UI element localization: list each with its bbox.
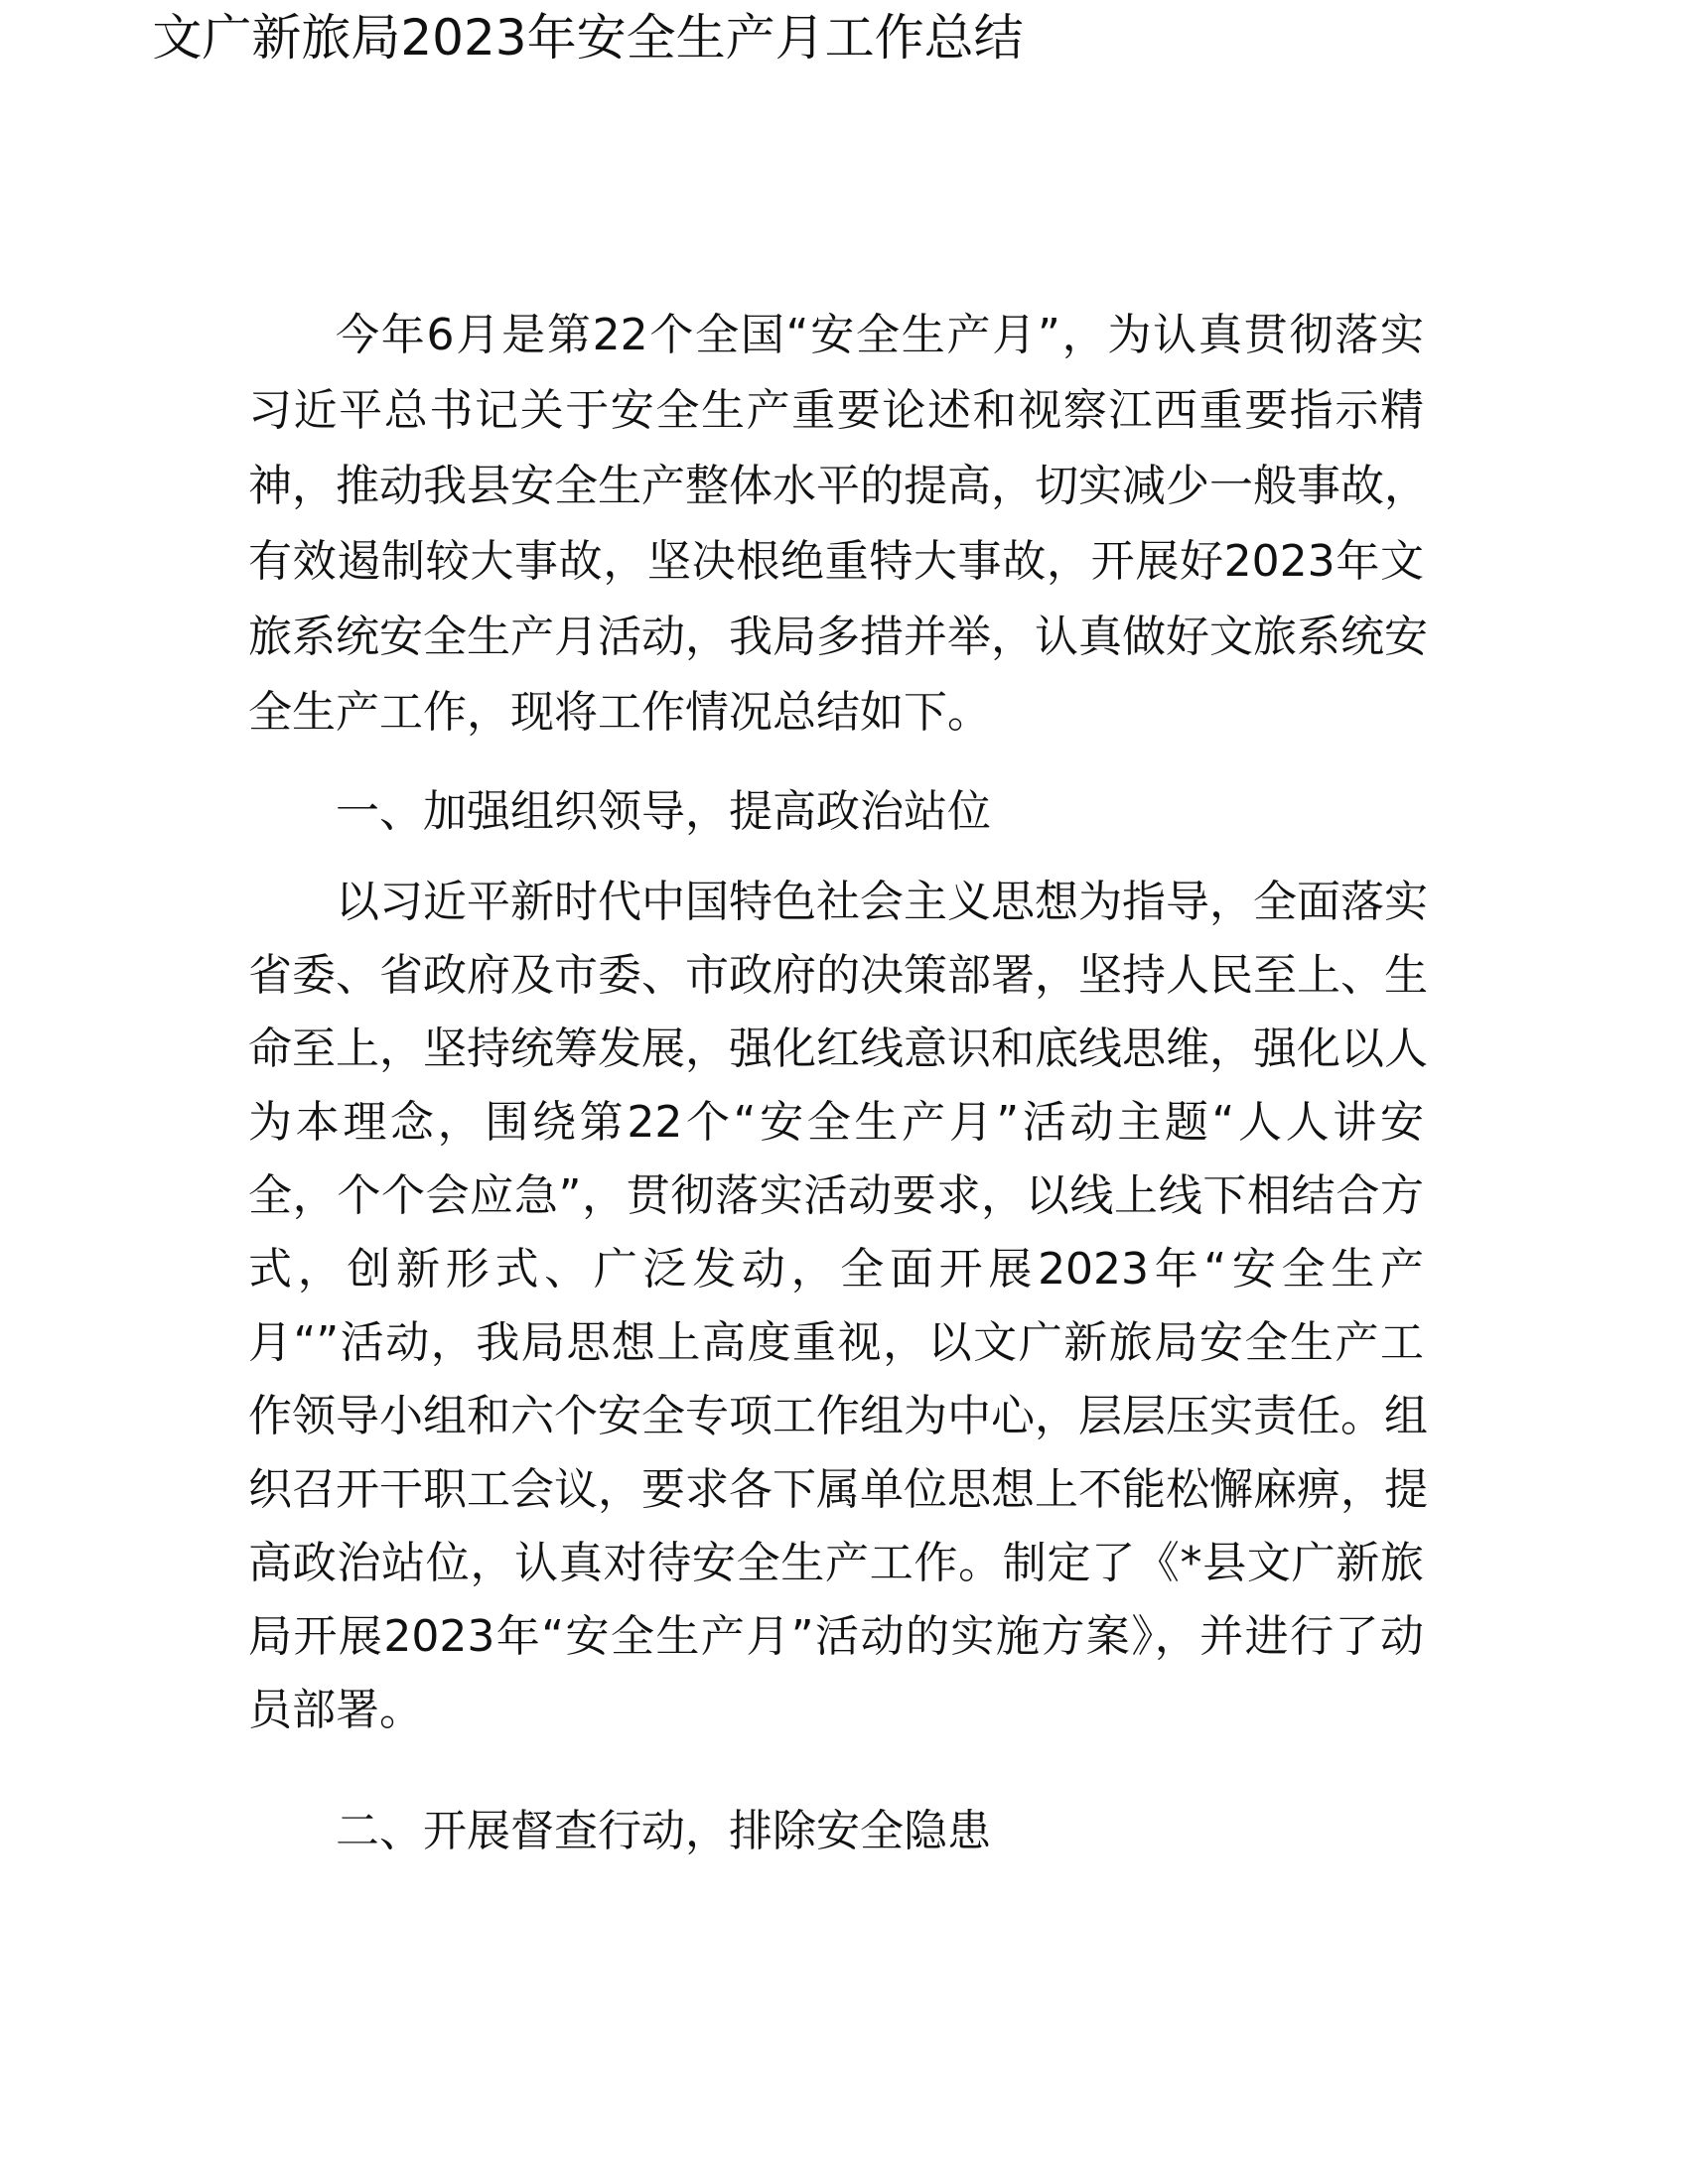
text-line: 织召开干职工会议，要求各下属单位思想上不能松懈麻痹，提 <box>248 1464 1428 1515</box>
text-line: 月“”活动，我局思想上高度重视，以文广新旅局安全生产工 <box>248 1317 1424 1368</box>
text-line: 高政治站位，认真对待安全生产工作。制定了《*县文广新旅 <box>248 1538 1424 1588</box>
text-line: 全，个个会应急”，贯彻落实活动要求，以线上线下相结合方 <box>248 1170 1424 1221</box>
paragraph-section-1 <box>248 866 1428 1747</box>
text-line: 为本理念，围绕第22个“安全生产月”活动主题“人人讲安 <box>248 1097 1424 1148</box>
section-heading-1 <box>248 774 1424 850</box>
text-line: 习近平总书记关于安全生产重要论述和视察江西重要指示精 <box>248 385 1424 436</box>
text-line: 全生产工作，现将工作情况总结如下。 <box>248 687 991 738</box>
paragraph-intro <box>248 298 1428 751</box>
text-line: 以习近平新时代中国特色社会主义思想为指导，全面落实 <box>336 877 1428 927</box>
heading-text: 一、加强组织领导，提高政治站位 <box>336 786 991 837</box>
heading-text: 二、开展督查行动，排除安全隐患 <box>336 1806 991 1856</box>
text-line: 作领导小组和六个安全专项工作组为中心，层层压实责任。组 <box>248 1391 1428 1441</box>
document-title: 文广新旅局2023年安全生产月工作总结 <box>152 9 1024 67</box>
text-line: 旅系统安全生产月活动，我局多措并举，认真做好文旅系统安 <box>248 612 1428 662</box>
text-line: 今年6月是第22个全国“安全生产月”，为认真贯彻落实 <box>336 310 1424 360</box>
text-line: 有效遏制较大事故，坚决根绝重特大事故，开展好2023年文 <box>248 536 1424 587</box>
text-line: 命至上，坚持统筹发展，强化红线意识和底线思维，强化以人 <box>248 1024 1428 1074</box>
section-heading-2 <box>248 1794 1424 1869</box>
text-line: 省委、省政府及市委、市政府的决策部署，坚持人民至上、生 <box>248 950 1428 1001</box>
text-line: 式，创新形式、广泛发动，全面开展2023年“安全生产 <box>248 1244 1424 1295</box>
text-line: 神，推动我县安全生产整体水平的提高，切实减少一般事故， <box>248 461 1428 511</box>
text-line: 员部署。 <box>248 1685 423 1735</box>
text-line: 局开展2023年“安全生产月”活动的实施方案》，并进行了动 <box>248 1611 1424 1662</box>
